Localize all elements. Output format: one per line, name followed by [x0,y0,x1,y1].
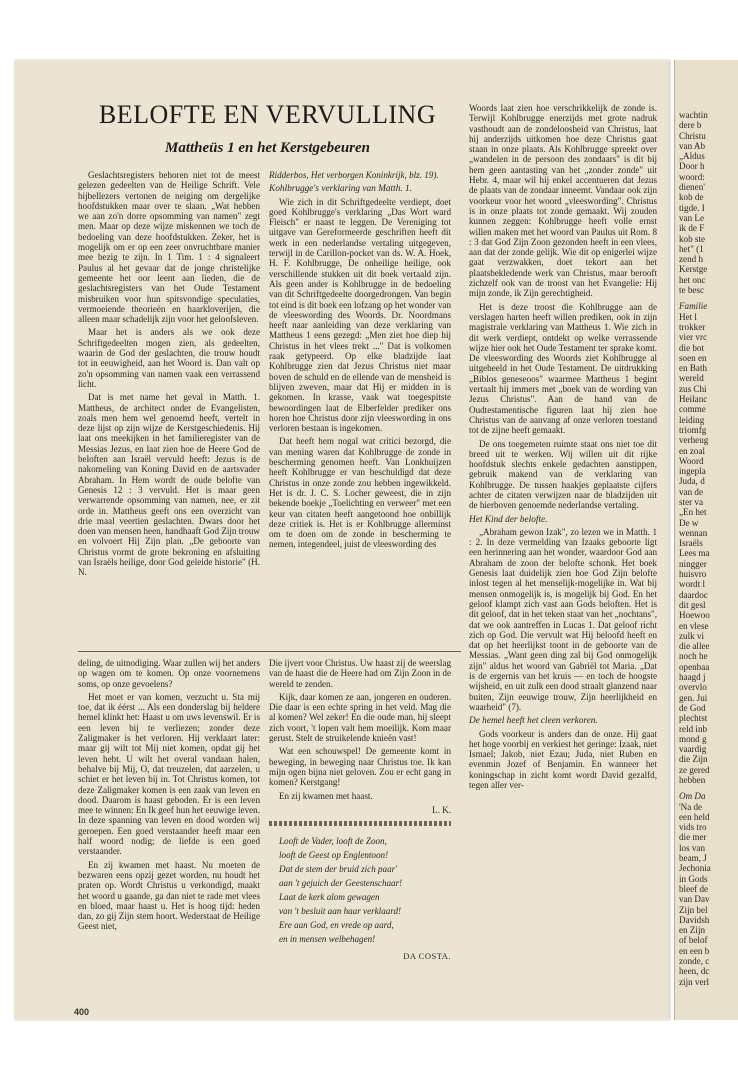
adjacent-page-line: 'Na de [679,801,703,812]
adjacent-page-line: en een b [679,945,710,956]
adjacent-page-line: wachtin [679,110,708,120]
paragraph: Het moet er van komen, verzucht u. Sta mij toe, dat ik éérst ... Als een donderslag bij heldere hemel klinkt het: Haast u om uws levenswil. Er is een leven bij te verliezen; zonder deze Zaligmaker is het verloren. Hij verklaart later: maar gij wilt tot Mij niet komen, opdat gij het leven hebt. U wilt het overal vandaan halen, behalve bij Mij, O, dat treuzelen, dat aarzelen, u schiet er het leven bij in. Tot Christus komen, tot deze Zaligmaker komen is een zaak van leven en dood. Daarom is haast geboden. Er is een leven mee te winnen: En Ik geef hun het eeuwige leven. In deze spanning van leven en dood worden wij geroepen. Een goed verstaander heeft maar een half woord nodig; de liefde is een goed verstaander. [78,691,260,857]
article-subtitle: Mattheüs 1 en het Kerstgebeuren [164,140,371,156]
column-2 [269,170,451,553]
adjacent-page-line: ster va [679,496,703,507]
adjacent-page-line: die mer [679,832,707,843]
adjacent-page-line: comme [679,404,706,415]
adjacent-page-line: zend h [679,254,703,265]
section-divider [78,651,461,652]
adjacent-page-line: bleef de [679,883,709,894]
column-4 [78,658,260,935]
adjacent-page-line: die bot [679,342,705,353]
adjacent-page-line: Zijn bel [679,904,708,915]
adjacent-page-line: tigde. I [679,202,705,213]
column-1 [78,170,260,581]
article-title: BELOFTE EN VERVULLING [98,100,437,129]
paragraph: Gods voorkeur is anders dan de onze. Hij gaat het hoge voorbij en verkiest het geringe: Izaak, niet Ismael; Jakob, niet Ezau; Juda, niet Ruben en evenmin Jozef of Benjamin. En wanneer het koningschap in zicht komt wordt David gezalfd, tegen aller ver- [469,728,657,790]
adjacent-page-line: woord: [679,171,705,182]
poem-line: Looft de Vader, looft de Zoon, [279,836,387,847]
poem-line: Ere aan God, en vrede op aard, [279,920,394,931]
adjacent-page-line: De w [679,517,699,528]
adjacent-page-line: los van [679,842,706,853]
paragraph: De ons toegemeten ruimte staat ons niet toe dit breed uit te werken. Wij willen uit dit rijke hoofdstuk slechts enkele gedachten aanstippen, gebruik makend van de verklaring van Kohlbrugge. De tussen haakjes geplaatste cijfers achter de citaten verwijzen naar de bladzijden uit de hierboven genoemde nederlandse vertaling. [469,438,657,511]
adjacent-page-line: „En het [679,507,707,518]
adjacent-page-line: noch he [679,651,708,662]
adjacent-page-line: gen. Jui [679,692,708,703]
adjacent-page-line: in Gods [679,873,708,884]
adjacent-page-line: Om Da [679,791,706,802]
page-number: 400 [74,1007,90,1017]
adjacent-page-line: en vlese [679,620,709,631]
adjacent-page-line: zijn verl [679,976,710,987]
adjacent-page-line: overvlo [679,682,707,693]
section-heading: Kohlbrugge's verklaring van Matth. 1. [269,184,412,195]
adjacent-page-line: openbaa [679,661,710,672]
adjacent-page-line: Lees ma [679,548,710,559]
adjacent-page-line: dienen' [679,182,705,193]
poem-line: van 't besluit aan haar verklaard! [279,906,402,917]
adjacent-page-line: „Aldus [679,151,705,162]
adjacent-page-fragment [674,60,738,1020]
column-3 [469,103,657,793]
adjacent-page-line: de God [679,702,706,713]
adjacent-page-text [675,60,738,987]
poem-line: Laat de kerk alom gewagen [279,892,380,903]
adjacent-page-line: haagd j [679,672,706,683]
paragraph: Het is deze troost die Kohlbrugge aan de verslagen harten heeft willen prediken, ook in zijn magistrale verklaring van Mattheus 1. Wie zich in dit werk verdiept, ontdekt op welke verrassende wijze hier ook het Oude Testament ter sprake komt. De vleeswording des Woords ziet Kohlbrugge al uitgebeeld in het Oude Testament. De uitdrukking „Biblos geneseoos" waarmee Mattheus 1 begint vertaalt hij immers met „boek van de wording van Jezus Christus". Aan de hand van de Oudtestamentische figuren laat hij zien hoe Christus van de aanvang af onze verloren toestand tot de zijne heeft gemaakt. [469,301,657,436]
adjacent-page-line: Jechonia [679,863,711,874]
adjacent-page-line: het onc [679,274,706,285]
adjacent-page-line: of belof [679,935,708,946]
adjacent-page-line: wordt l [679,579,706,590]
adjacent-page-line: dere b [679,120,702,131]
poem-line: en in mensen welbehagen! [279,934,376,945]
adjacent-page-line: van Le [679,212,704,223]
adjacent-page-line: en Bath [679,363,708,374]
adjacent-page-line: plechtst [679,713,708,724]
adjacent-page-line: die Zijn [679,754,708,765]
adjacent-page-line: en Zijn [679,925,706,936]
adjacent-page-line: Israëls [679,538,703,549]
paragraph: Die ijvert voor Christus. Uw haast zij de weerslag van de haast die de Heere had om Zijn Zoon in de wereld te zenden. [269,658,451,689]
adjacent-page-line: kob ste [679,233,706,244]
adjacent-page-line: triomfg [679,424,707,435]
adjacent-page-line: mond g [679,733,707,744]
adjacent-page-line: te besc [679,285,704,296]
adjacent-page-line: Juda, d [679,476,705,487]
paragraph: „Abraham gewon Izak", zo lezen we in Matth. 1 : 2. In deze vermelding van Izaaks geboorte ligt een herinnering aan het wonder, waardoor God aan Abraham de zoon der belofte schonk. Het boek Genesis laat duidelijk zien hoe God Zijn belofte inlost tegen al het menselijk-mogelijke in. Wat bij mensen onmogelijk is, is mogelijk bij God. En het geloof klampt zich vast aan Gods beloften. Het is dit geloof, dat in het teken staat van het „nochtans", dat we ook aantreffen in Lucas 1. Dat geloof richt zich op God. Die vervult wat Hij beloofd heeft en dat op het heerlijkst toont in de geboorte van de Messias. „Want geen ding zal bij God onmogelijk zijn" aldus het woord van Gabriël tot Maria. „Dat is de ergernis van het kruis — en toch de hoogste wijsheid, en uit zulk een dood straalt glanzend naar buiten, Zijn eeuwige trouw, Zijn heerlijkheid en waarheid" (7). [469,526,657,712]
adjacent-page-line: ze gered [679,764,710,775]
adjacent-page-line: zulk vi [679,630,705,641]
paragraph: Dat is met name het geval in Matth. 1. Mattheus, de architect onder de Evangelisten, zoals men hem wel genoemd heeft, vertelt in deze lijst op zijn wijze de Kerstgeschiedenis. Hij laat ons meekijken in het familieregister van de Messias Jezus, en laat zien hoe de Heere God de beloften aan Israël vervuld heeft: Jezus is de nakomeling van Koning David en de aartsvader Abraham. In Hem wordt de oude belofte van Genesis 12 : 3 vervuld. Het is maar geen verwarrende opsomming van namen, nee, er zit orde in. Mattheus geeft ons een overzicht van drie maal veertien geslachten. Dwars door het doen van mensen heen, handhaaft God Zijn trouw en volvoert Hij Zijn plan. „De geboorte van Christus vormt de grote bekroning en afsluiting van Israëls heilige, door God geleide historie" (H. N. [78,392,260,578]
adjacent-page-line: Woord [679,455,704,466]
section-heading: Het Kind der belofte. [469,514,548,525]
adjacent-page-line: ik de F [679,223,705,234]
adjacent-page-line: en zoal [679,445,706,456]
poem-line: aan 't gejuich der Geestenschaar! [279,878,403,889]
adjacent-page-line: Hoewoo [679,610,710,621]
adjacent-page-line: ningger [679,558,707,569]
adjacent-page-line: heen, dc [679,966,710,977]
adjacent-page-line: het" (1 [679,243,704,254]
adjacent-page-line: vier vrc [679,332,708,343]
adjacent-page-line: Heilanc [679,394,708,405]
adjacent-page-line: die allee [679,641,710,652]
adjacent-page-line: trokker [679,321,706,332]
author-initials: L. K. [432,804,451,815]
poem-line: Dat de stem der bruid zich paar' [279,864,398,875]
poem-line: looft de Geest op Englentoon! [279,850,389,861]
paragraph: Kijk, daar komen ze aan, jongeren en ouderen. Die daar is een echte spring in het veld. Mag die al komen? Wel zeker! En die oude man, hij sleept zich voort, 't lopen valt hem moeilijk. Kom maar gerust. Stelt de struikelende knieën vast! [269,691,451,744]
paragraph: En zij kwamen met haast. [279,790,373,801]
adjacent-page-line: Het l [679,311,697,322]
adjacent-page-line: zus Chi [679,383,707,394]
adjacent-page-line: daardoc [679,589,708,600]
adjacent-page-line: zonde, c [679,956,710,967]
adjacent-page-line: vaardig [679,744,707,755]
adjacent-page-line: soen en [679,352,707,363]
paragraph: Ridderbos, Het verborgen Koninkrijk, blz. 19). [269,170,439,180]
adjacent-page-line: huisvro [679,569,707,580]
adjacent-page-line: leiding [679,414,705,425]
poem-author: DA COSTA. [403,951,451,962]
paragraph: Geslachtsregisters behoren niet tot de meest gelezen gedeelten van de Heilige Schrift. Vele bijbellezers vertonen de neiging om dergelijke hoofdstukken maar over te slaan. „Wat hebben we aan zo'n dorre opsomming van namen" zegt men. Maar op deze wijze miskennen we toch de bedoeling van deze hoofdstukken. Zeker, het is mogelijk om er op een zeer onvruchtbare manier mee bezig te zijn. In 1 Tim. 1 : 4 signaleert Paulus al het gevaar dat de jonge christelijke gemeente het oor leent aan lieden, die de geslachtsregisters van het Oude Testament misbruiken voor hun spitsvondige speculaties, vermoeiende theorieën en haarkloverijen, die alleen maar schadelijk zijn voor het geloofsleven. [78,170,260,325]
adjacent-page-line: wereld [679,373,704,384]
paragraph: Dat heeft hem nogal wat critici bezorgd, die van mening waren dat Kohlbrugge de zonde in bescherming genomen heeft. Van Lonkhuijzen heeft Kohlbrugge er van beschuldigd dat deze Christus in onze zonde zou hebben ingewikkeld. Het is dr. J. C. S. Locher geweest, die in zijn bekende boekje „Toelichting en verweer" met een keur van citaten heeft aangetoond hoe onbillijk deze critiek is. Het is er Kohlbrugge allermínst om te doen om de zonde in bescherming te nemen, integendeel, juist de vleeswording des [269,436,451,550]
adjacent-page-line: ingepla [679,466,706,477]
column-5 [269,658,451,961]
adjacent-page-line: verheug [679,435,709,446]
adjacent-page-line: Door h [679,161,705,172]
adjacent-page-line: van Dav [679,894,710,905]
ornamental-divider [269,821,451,826]
poem [269,836,451,945]
paragraph: Woords laat zien hoe verschrikkelijk de zonde is. Terwijl Kohlbrugge enerzijds met grote nadruk vasthoudt aan de zondeloosheid van Christus, laat hij anderzijds uitkomen hoe deze Christus gaat staan in onze plaats. Als Kohlbrugge spreekt over „wandelen in de persoon des zondaars" is dit bij hem geen aantasting van het „zonder zonde" uit Hebr. 4, maar wil hij enkel accentueren dat Jezus de plaats van de zondaar inneemt. Vandaar ook zijn voorkeur voor het woord „vleeswording". Christus is in onze plaats tot zonde gemaakt. Wij zouden kunnen zeggen: Kohlbrugge heeft volle ernst willen maken met het woord van Paulus uit Rom. 8 : 3 dat God Zijn Zoon gezonden heeft in een vlees, aan dat der zonde gelijk. Wie dit op enigerlei wijze gaat verzwakken, doet tekort aan het plaatsbekledende werk van Christus, maar berooft zichzelf ook van de troost van het Evangelie: Hij mijn zonde, ik Zijn gerechtigheid. [469,103,657,299]
adjacent-page-line: van Ab [679,140,706,151]
paragraph: Wie zich in dit Schriftgedeelte verdiept, doet goed Kohlbrugge's verklaring „Das Wort ward Fleisch" er naast te leggen. De Vereniging tot uitgave van Gereformeerde geschriften heeft dit werk in een nederlandse vertaling uitgegeven, terwijl in de Carillon-pocket van ds. W. A. Hoek, H. F. Kohlbrugge, De onheilige heilige, ook verschillende stukken uit dit boek vertaald zijn. Als geen ander is Kohlbrugge in de bedoeling van dit Schriftgedeelte doorgedrongen. Van begin tot eind is dit boek een lofzang op het wonder van de vleeswording des Woords. Dr. Noordmans heeft naar aanleiding van deze verklaring van Mattheus 1 eens gezegd: „Men ziet hoe diep hij Christus in het vlees trekt ..." Dat is volkomen raak getypeerd. Op elke bladzijde laat Kohlbrugge zien dat Jezus Christus niet maar boven de schuld en de ellende van de mensheid is blijven zweven, maar dat Hij er midden in is gekomen. In krasse, vaak wat toegespitste bewoordingen laat de Elberfelder prediker ons horen hoe Christus door zijn vleeswording in ons verloren bestaan is ingekomen. [269,196,451,434]
paragraph: deling, de uitnodiging. Waar zullen wij het anders op wagen om te komen. Op onze voornemens soms, op onze gevoelens? [78,658,260,689]
adjacent-page-line: beam, J [679,853,707,864]
adjacent-page-line: Christu [679,130,706,141]
adjacent-page-line: wennan [679,527,708,538]
adjacent-page-line: vids tro [679,822,707,833]
adjacent-page-line: Familie [679,301,708,312]
adjacent-page-line: van de [679,486,703,497]
adjacent-page-line: hebben [679,775,706,785]
adjacent-page-line: kob de [679,192,704,203]
adjacent-page-line: een held [679,811,710,822]
adjacent-page-line: Kerstge [679,264,708,275]
paragraph: Maar het is anders als we ook deze Schriftgedeelten mogen zien, als gedeelten, waarin de God der geslachten, die trouw houdt tot in eeuwigheid, aan het Woord is. Dan valt op zo'n opsomming van namen vaak een verrassend licht. [78,327,260,389]
paragraph: Wat een schouwspel! De gemeente komt in beweging, in beweging naar Christus toe. Ik kan mijn ogen bijna niet geloven. Zou er echt gang in komen? Kerstgang! [269,746,451,788]
adjacent-page-line: dit gesl [679,599,706,610]
section-heading: De hemel heeft het cleen verkoren. [469,716,598,727]
adjacent-page-line: reld inb [679,723,708,734]
paragraph: En zij kwamen met haast. Nu moeten de bezwaren eens opzij gezet worden, nu houdt het praten op. Wordt Christus u verkondigd, maakt het woord u gaande, ga dan niet te rade met vlees en bloed, maar haast u. Het is hoog tijd: heden dan, zo gij Zijn stem hoort. Wederstaat de Heilige Geest niet, [78,859,260,932]
adjacent-page-line: Davidsh [679,914,710,925]
